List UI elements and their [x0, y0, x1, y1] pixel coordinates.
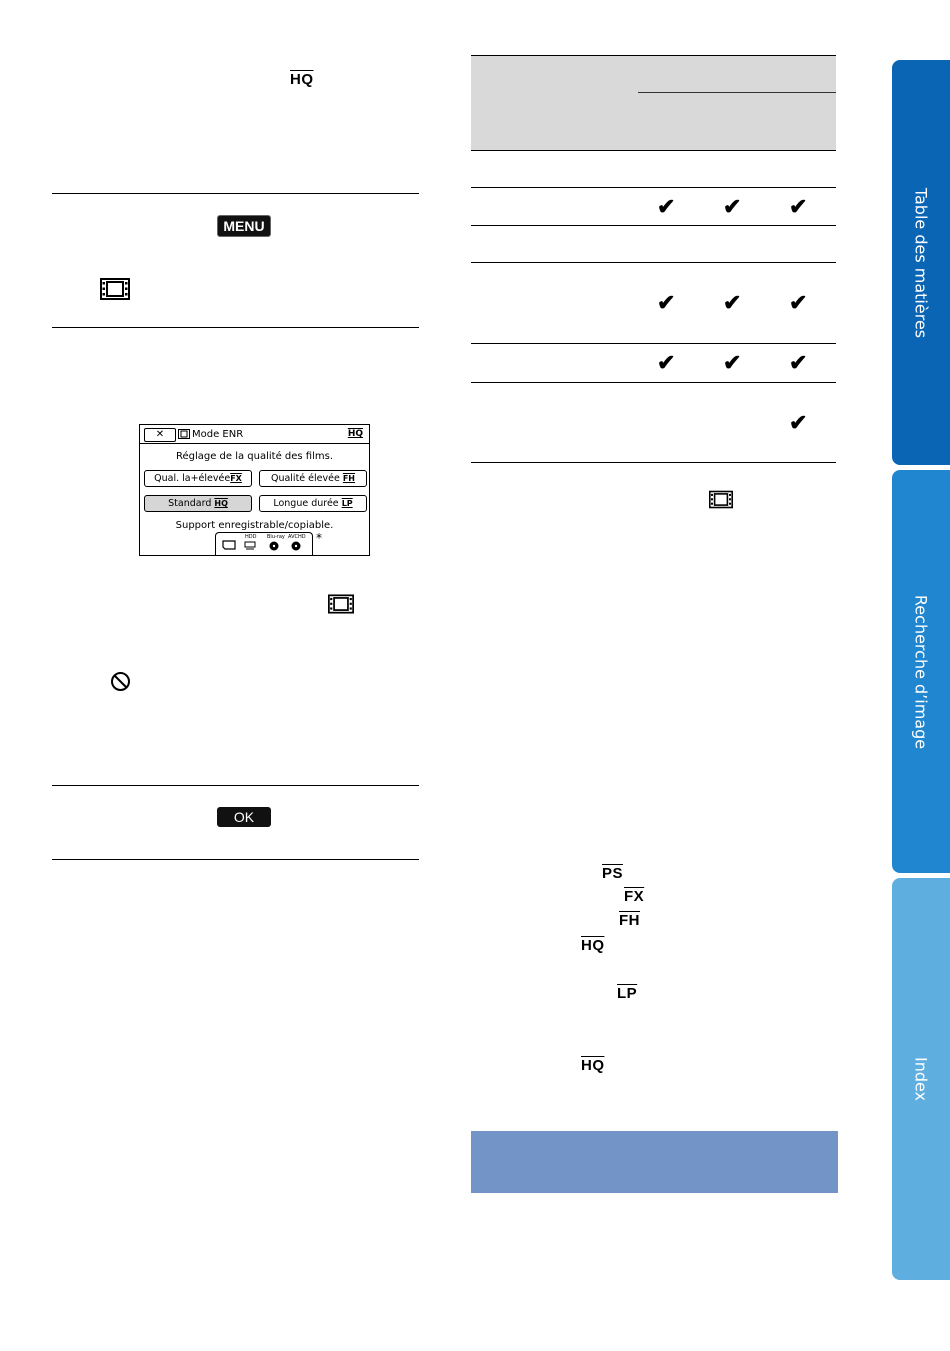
info-box — [471, 1131, 838, 1193]
check-mark: ✔ — [723, 290, 742, 315]
fx-mode-icon: $\overline{FX}$ — [624, 888, 645, 905]
option-badge: LP — [341, 499, 353, 508]
bluray-disc-icon — [269, 541, 279, 551]
lp-mode-icon: $\overline{LP}$ — [617, 985, 638, 1002]
media-icons — [215, 532, 313, 555]
tab-table-of-contents[interactable] — [892, 60, 950, 465]
check-mark: ✔ — [789, 350, 808, 375]
tab-label: Recherche d’image — [911, 594, 931, 749]
film-icon — [328, 594, 354, 614]
asterisk: * — [316, 531, 322, 545]
option-lp[interactable] — [259, 495, 367, 512]
table-rule — [471, 150, 836, 151]
media-label: HDD — [245, 534, 257, 540]
hq-mode-icon: $\overline{HQ}$ — [581, 937, 605, 954]
option-badge: FX — [230, 474, 242, 483]
check-mark: ✔ — [789, 290, 808, 315]
check-mark: ✔ — [723, 194, 742, 219]
option-badge: HQ — [214, 499, 228, 508]
menu-button[interactable]: MENU — [217, 215, 271, 237]
divider — [52, 327, 419, 328]
check-mark: ✔ — [657, 290, 676, 315]
table-header-subrule — [638, 92, 836, 93]
table-rule — [471, 262, 836, 263]
avchd-disc-icon — [291, 541, 301, 551]
hq-mode-icon: $\overline{HQ}$ — [290, 71, 314, 88]
close-button[interactable]: ✕ — [144, 428, 176, 442]
divider — [52, 193, 419, 194]
prohibited-icon — [110, 671, 131, 692]
hq-mode-icon: $\overline{HQ}$ — [581, 1057, 605, 1074]
check-mark: ✔ — [789, 194, 808, 219]
film-icon — [178, 429, 190, 439]
mode-badge: HQ — [347, 429, 363, 439]
film-icon — [709, 490, 733, 509]
tab-index[interactable] — [892, 878, 950, 1280]
ok-button[interactable]: OK — [217, 807, 271, 827]
option-label: Qual. la+élevée — [154, 473, 231, 484]
option-label: Qualité élevée — [270, 473, 340, 484]
table-rule — [471, 187, 836, 188]
option-label: Standard — [168, 498, 212, 509]
tab-image-search[interactable] — [892, 470, 950, 873]
table-top-rule — [471, 55, 836, 56]
hdd-icon — [244, 541, 256, 551]
tab-label: Table des matières — [911, 187, 931, 338]
fh-mode-icon: $\overline{FH}$ — [619, 912, 640, 929]
film-icon — [100, 278, 130, 300]
screen-heading: Réglage de la qualité des films. — [175, 451, 334, 462]
table-rule — [471, 343, 836, 344]
check-mark: ✔ — [657, 350, 676, 375]
check-mark: ✔ — [789, 410, 808, 435]
support-text: Support enregistrable/copiable. — [175, 520, 334, 531]
divider — [52, 785, 419, 786]
divider — [52, 859, 419, 860]
memory-card-icon — [222, 540, 236, 550]
tab-label: Index — [911, 1056, 931, 1102]
screen-title: Mode ENR — [192, 429, 244, 440]
media-label: Blu-ray — [267, 534, 285, 540]
table-rule — [471, 382, 836, 383]
option-hq[interactable] — [144, 495, 252, 512]
table-header — [471, 56, 836, 150]
table-rule — [471, 225, 836, 226]
option-label: Longue durée — [273, 498, 339, 509]
ps-mode-icon: $\overline{PS}$ — [602, 865, 624, 882]
table-bottom-rule — [471, 462, 836, 463]
recording-mode-screen — [139, 424, 370, 556]
option-fx[interactable] — [144, 470, 252, 487]
option-fh[interactable] — [259, 470, 367, 487]
option-badge: FH — [342, 474, 356, 483]
media-label: AVCHD — [288, 534, 306, 540]
divider — [140, 443, 369, 444]
check-mark: ✔ — [723, 350, 742, 375]
check-mark: ✔ — [657, 194, 676, 219]
